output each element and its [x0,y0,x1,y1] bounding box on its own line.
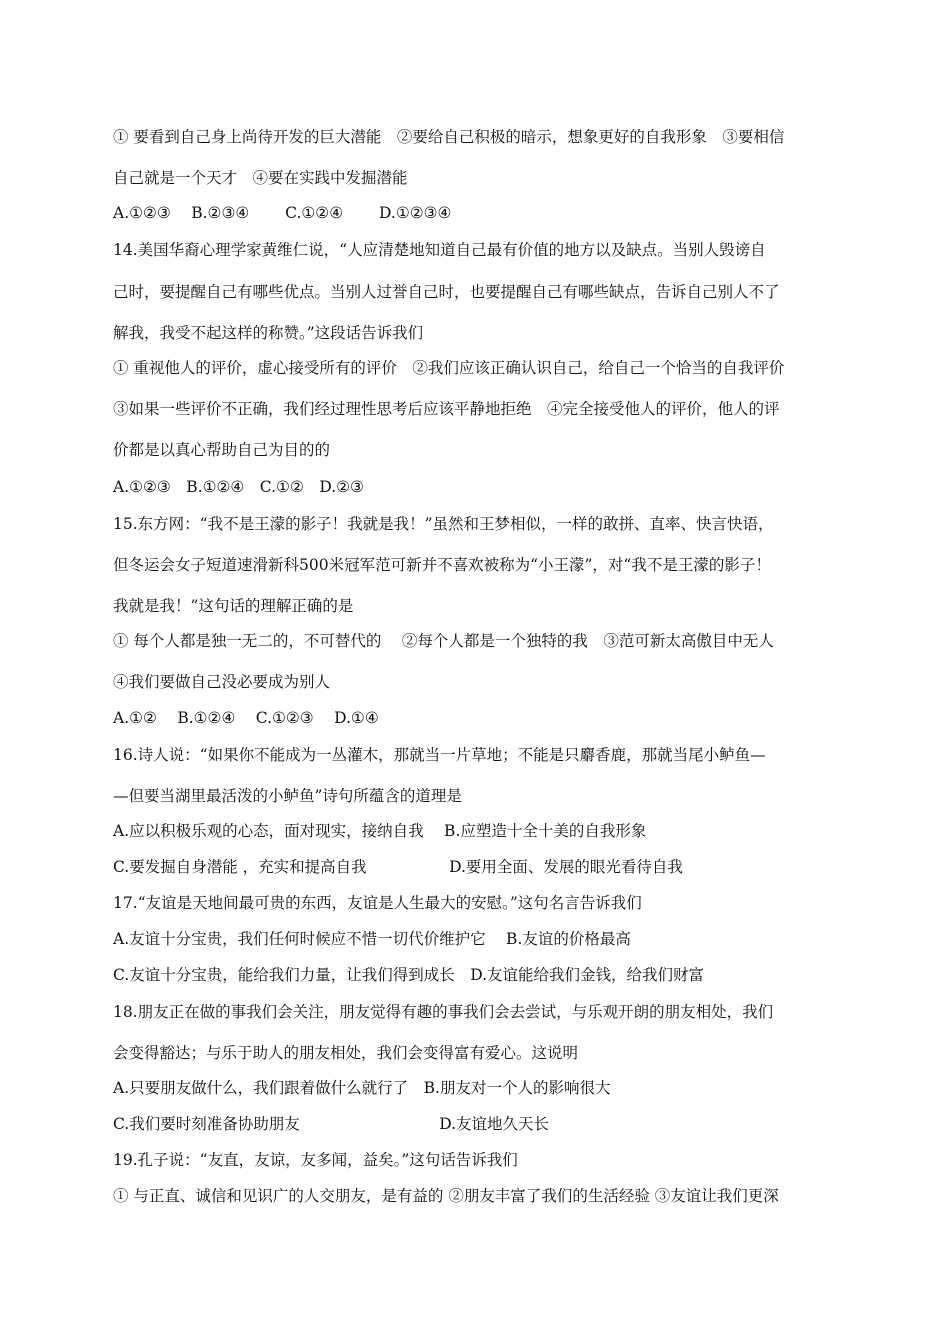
q15-stem-line-3: 我就是我！”这句话的理解正确的是 [113,597,354,615]
q16-stem-line-1: 16.诗人说：“如果你不能成为一丛灌木，那就当一片草地；不能是只麝香鹿，那就当尾小鲈鱼— [113,746,766,764]
q17-stem: 17.“友谊是天地间最可贵的东西，友谊是人生最大的安慰。”这句名言告诉我们 [113,894,642,912]
q15-options-line-2: ④我们要做自己没必要成为别人 [113,673,331,691]
q13-options-line-2: 自己就是一个天才 ④要在实践中发掘潜能 [113,169,408,187]
q14-stem-line-1: 14.美国华裔心理学家黄维仁说，“人应清楚地知道自己最有价值的地方以及缺点。当别人毁谤自 [113,241,766,259]
q13-answer-choices: A.①②③ B.②③④ C.①②④ D.①②③④ [113,204,452,222]
q14-stem-line-3: 解我，我受不起这样的称赞。”这段话告诉我们 [113,324,424,342]
q18-stem-line-1: 18.朋友正在做的事我们会关注，朋友觉得有趣的事我们会去尝试，与乐观开朗的朋友相处，我们 [113,1003,774,1021]
q14-options-line-2: ③如果一些评价不正确，我们经过理性思考后应该平静地拒绝 ④完全接受他人的评价，他人的评 [113,400,780,418]
q14-stem-line-2: 己时，要提醒自己有哪些优点。当别人过誉自己时，也要提醒自己有哪些缺点，告诉自己别人不了 [113,283,780,301]
q19-stem: 19.孔子说：“友直，友谅，友多闻，益矣。”这句话告诉我们 [113,1151,518,1169]
q15-answer-choices: A.①② B.①②④ C.①②③ D.①④ [113,709,379,727]
q16-stem-line-2: —但要当湖里最活泼的小鲈鱼”诗句所蕴含的道理是 [113,787,462,805]
q18-stem-line-2: 会变得豁达；与乐于助人的朋友相处，我们会变得富有爱心。这说明 [113,1044,579,1062]
q14-options-line-3: 价都是以真心帮助自己为目的的 [113,441,331,459]
q16-choices-line-1: A.应以积极乐观的心态，面对现实，接纳自我 B.应塑造十全十美的自我形象 [113,822,647,840]
q13-options-line-1: ① 要看到自己身上尚待开发的巨大潜能 ②要给自己积极的暗示，想象更好的自我形象 ③要相信 [113,128,785,146]
q17-choices-line-1: A.友谊十分宝贵，我们任何时候应不惜一切代价维护它 B.友谊的价格最高 [113,930,631,948]
q15-options-line-1: ① 每个人都是独一无二的，不可替代的 ②每个人都是一个独特的我 ③范可新太高傲目中无人 [113,632,774,650]
q18-choices-line-1: A.只要朋友做什么，我们跟着做什么就行了 B.朋友对一个人的影响很大 [113,1079,611,1097]
q14-options-line-1: ① 重视他人的评价，虚心接受所有的评价 ②我们应该正确认识自己，给自己一个恰当的自我评价 [113,359,785,377]
q18-choices-line-2: C.我们要时刻准备协助朋友 D.友谊地久天长 [113,1115,550,1133]
q19-options-line-1: ① 与正直、诚信和见识广的人交朋友，是有益的 ②朋友丰富了我们的生活经验 ③友谊让我们更深 [113,1187,779,1205]
q15-stem-line-1: 15.东方网：“我不是王濛的影子！我就是我！”虽然和王梦相似，一样的敢拼、直率、快言快语， [113,515,774,533]
q15-stem-line-2: 但冬运会女子短道速滑新科500米冠军范可新并不喜欢被称为“小王濛”，对“我不是王濛的影子！ [113,556,771,574]
q16-choices-line-2: C.要发掘自身潜能 ，充实和提高自我 D.要用全面、发展的眼光看待自我 [113,858,683,876]
q17-choices-line-2: C.友谊十分宝贵，能给我们力量，让我们得到成长 D.友谊能给我们金钱，给我们财富 [113,966,705,984]
q14-answer-choices: A.①②③ B.①②④ C.①② D.②③ [113,478,364,496]
